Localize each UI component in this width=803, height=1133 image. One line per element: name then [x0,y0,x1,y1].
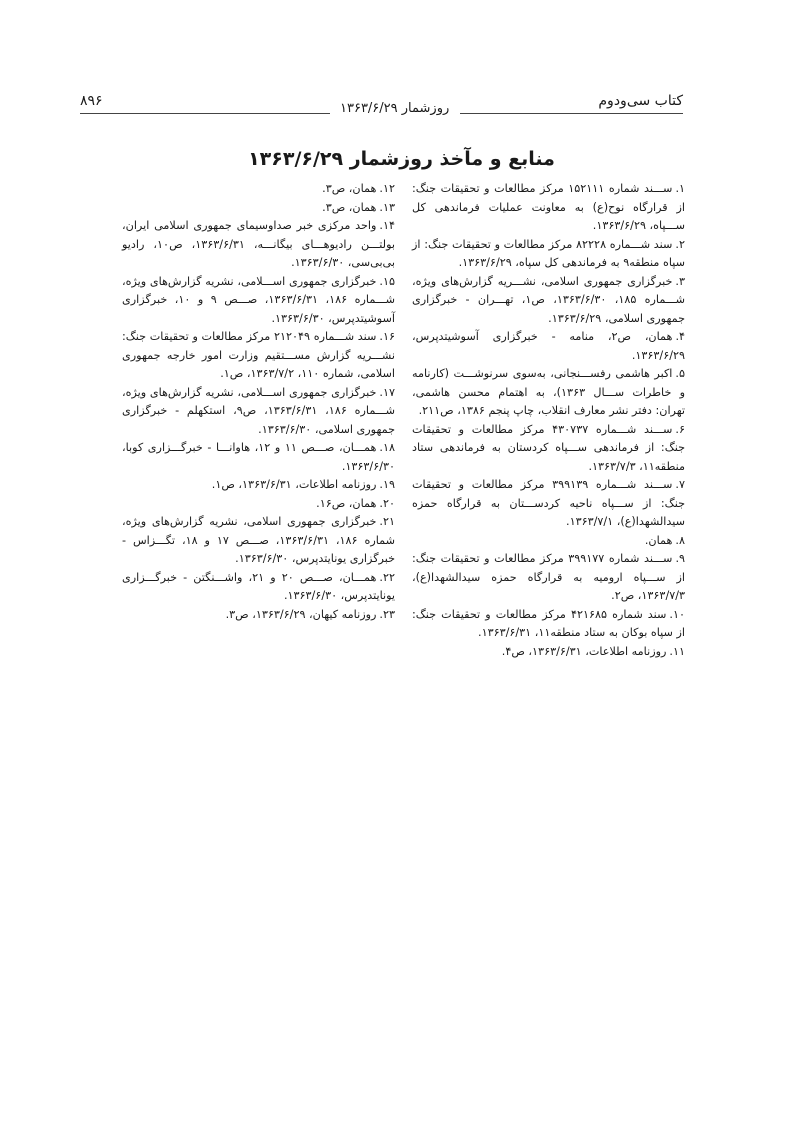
reference-item [122,476,395,495]
reference-number: ۱۶. [379,330,396,343]
reference-text: واحد مرکزی خبر صداوسیمای جمهوری اسلامی ایران، بولتـــن رادیوهـــای بیگانـــه، ۱۳۶۳/۶/۳۱، ص۱۰، رادیو بی‌بی‌سی، ۱۳۶۳/۶/۳۰. [122,219,395,269]
reference-item [122,384,395,440]
page-title: منابع و مآخذ روزشمار ۱۳۶۳/۶/۲۹ [248,148,555,170]
reference-text: سند شـــماره ۸۲۲۲۸ مرکز مطالعات و تحقیقات جنگ: از سپاه منطقه۹ به فرماندهی کل سپاه، ۱۳۶۳/۶/۲۹. [412,237,685,269]
reference-item [122,439,395,476]
reference-number: ۲۱. [379,515,395,528]
reference-text: سند شماره ۴۲۱۶۸۵ مرکز مطالعات و تحقیقات جنگ: از سپاه بوکان به ستاد منطقه۱۱، ۱۳۶۳/۶/۳۱. [412,607,685,639]
reference-number: ۱۸. [379,441,395,454]
reference-item [412,643,685,662]
reference-item [122,273,395,329]
reference-number: ۱۳. [379,200,395,214]
reference-item [412,365,685,421]
reference-number: ۱۲. [379,182,395,195]
reference-number: ۲۰. [379,496,395,510]
reference-number: ۱۰. [669,607,686,621]
reference-item [412,606,685,643]
reference-text: ســـند شـــماره ۴۳۰۷۳۷ مرکز مطالعات و تحقیقات جنگ: از فرماندهی ســـپاه کردستان به فرماندهی ستاد منطقه۱۱، ۱۳۶۳/۷/۳. [412,422,685,473]
reference-item [412,421,685,477]
reference-text: همان، ص۱۶. [316,496,377,510]
reference-item [122,606,395,625]
reference-number: ۱۴. [379,219,395,232]
reference-number: ۱۱. [669,644,685,658]
reference-number: ۱. [675,182,686,195]
reference-text: روزنامه اطلاعات، ۱۳۶۳/۶/۳۱، ص۴. [501,644,667,658]
header-rule-right [460,113,683,114]
reference-item [412,532,685,551]
reference-number: ۵. [675,367,685,380]
reference-text: ســـند شـــماره ۳۹۹۱۳۹ مرکز مطالعات و تحقیقات جنگ: از ســـپاه ناحیه کردســـتان به قرارگاه حمزه سیدالشهدا(ع)، ۱۳۶۳/۷/۱. [412,478,685,528]
reference-number: ۱۹. [379,478,395,491]
reference-item [412,328,685,365]
reference-text: خبرگزاری جمهوری اسلامی، نشریه گزارش‌های ویژه، شماره ۱۸۶، ۱۳۶۳/۶/۳۱، صـــص ۱۷ و ۱۸، تگـــزاس - خبرگزاری یونایتدپرس، ۱۳۶۳/۶/۳۰. [122,515,396,565]
reference-number: ۹. [675,552,686,565]
reference-item [412,476,685,532]
reference-text: همـــان، صـــص ۲۰ و ۲۱، واشـــنگتن - خبرگـــزاری یونایتدپرس، ۱۳۶۳/۶/۳۰. [122,570,395,602]
reference-number: ۱۵. [379,274,395,288]
reference-text: روزنامه کیهان، ۱۳۶۳/۶/۲۹، ص۳. [225,607,377,621]
reference-number: ۶. [675,422,685,436]
reference-number: ۷. [675,478,685,491]
reference-item [122,569,395,606]
header-rule-left [80,113,330,114]
reference-item [122,328,395,384]
reference-text: سند شـــماره ۲۱۲۰۴۹ مرکز مطالعات و تحقیقات جنگ: نشـــریه گزارش مســـتقیم وزارت امور خارجه جمهوری اسلامی، شماره ۱۱۰، ۱۳۶۳/۷/۲، ص۱. [122,330,395,380]
reference-text: خبرگزاری جمهوری اســـلامی، نشریه گزارش‌های ویژه، شـــماره ۱۸۶، ۱۳۶۳/۶/۳۱، صـــص ۹ و ۱۰، خبرگزاری آسوشیتدپرس، ۱۳۶۳/۶/۳۰. [122,274,396,325]
reference-item [412,273,685,329]
reference-item [412,236,685,273]
reference-text: خبرگزاری جمهوری اســـلامی، نشریه گزارش‌های ویژه، شـــماره ۱۸۶، ۱۳۶۳/۶/۳۱، ص۹، استکهلم - خبرگزاری جمهوری اسلامی، ۱۳۶۳/۶/۳۰. [122,385,396,436]
reference-item [412,180,685,236]
reference-item [122,495,395,514]
reference-number: ۲. [675,237,685,251]
references-list-left [122,180,395,624]
reference-item [122,513,395,569]
reference-text: همان، ص۳. [322,200,377,214]
reference-number: ۲۳. [379,607,395,621]
reference-text: همان. [644,533,673,547]
reference-item [122,180,395,199]
reference-number: ۸. [675,533,685,547]
reference-text: اکبر هاشمی رفســـنجانی، به‌سوی سرنوشـــت (کارنامه و خاطرات ســـال ۱۳۶۳)، به اهتمام محسن هاشمی، تهران: دفتر نشر معارف انقلاب، چاپ پنجم ۱۳۸۶، ص۲۱۱. [412,367,686,417]
reference-text: ســـند شماره ۳۹۹۱۷۷ مرکز مطالعات و تحقیقات جنگ: از ســـپاه ارومیه به قرارگاه حمزه سیدالشهدا(ع)، ۱۳۶۳/۷/۳، ص۲. [412,552,685,602]
references-column-right [412,180,685,661]
book-title: کتاب سی‌ودوم [598,93,683,109]
reference-text: همـــان، صـــص ۱۱ و ۱۲، هاوانـــا - خبرگـــزاری کوبا، ۱۳۶۳/۶/۳۰. [122,441,395,473]
reference-text: روزنامه اطلاعات، ۱۳۶۳/۶/۳۱، ص۱. [211,478,377,491]
reference-text: ســـند شماره ۱۵۲۱۱۱ مرکز مطالعات و تحقیقات جنگ: از قرارگاه نوح(ع) به معاونت عملیات فرماندهی کل ســـپاه، ۱۳۶۳/۶/۲۹. [412,182,685,232]
reference-number: ۴. [675,330,686,343]
reference-text: خبرگزاری جمهوری اسلامی، نشـــریه گزارش‌های ویژه، شـــماره ۱۸۵، ۱۳۶۳/۶/۳۰، ص۱، تهـــران - خبرگزاری جمهوری اسلامی، ۱۳۶۳/۶/۲۹. [412,274,685,325]
reference-number: ۲۲. [379,570,395,584]
references-column-left [122,180,395,624]
reference-number: ۳. [675,274,685,288]
reference-text: همان، ص۳. [322,182,377,195]
reference-item [122,217,395,273]
reference-text: همان، ص۲، منامه - خبرگزاری آسوشیتدپرس، ۱۳۶۳/۶/۲۹. [412,330,685,362]
running-header: روزشمار ۱۳۶۳/۶/۲۹ [340,101,450,116]
reference-item [122,199,395,218]
reference-number: ۱۷. [379,385,395,399]
reference-item [412,550,685,606]
page-number: ۸۹۶ [80,93,103,109]
references-list-right [412,180,685,661]
